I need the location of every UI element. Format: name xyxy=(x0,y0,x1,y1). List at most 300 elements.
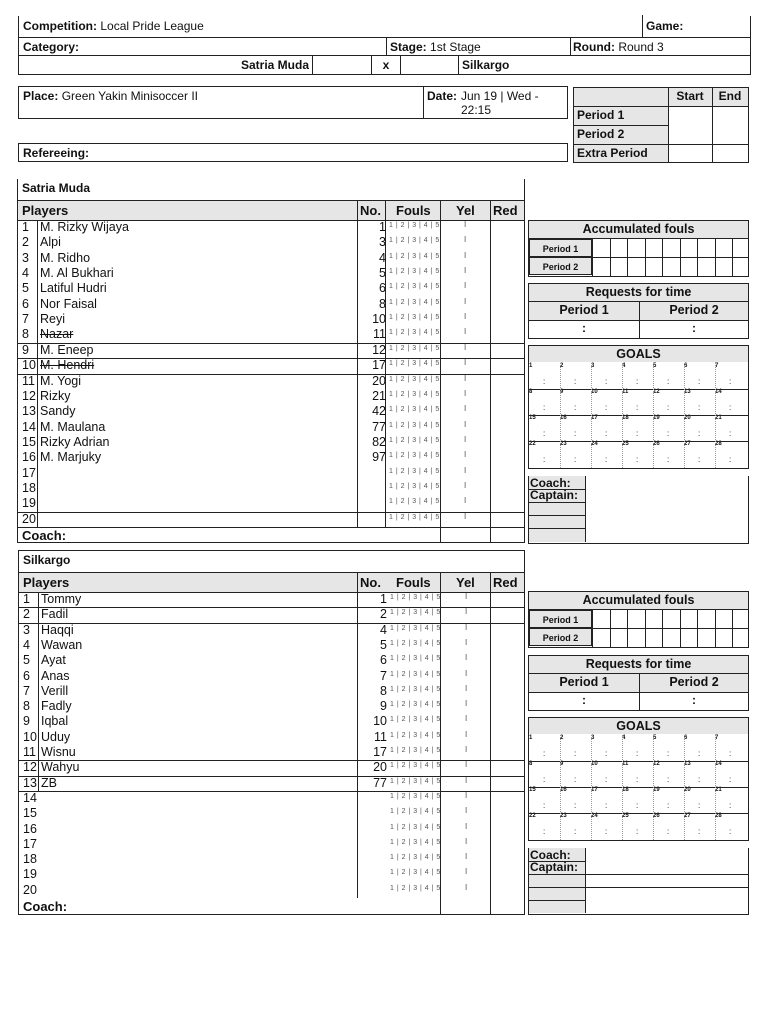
yellow-card-mark[interactable]: I xyxy=(464,281,467,291)
yellow-card-mark[interactable]: I xyxy=(464,465,467,475)
fouls-marks[interactable]: 1 | 2 | 3 | 4 | 5 xyxy=(390,854,441,862)
fouls-marks[interactable]: 1 | 2 | 3 | 4 | 5 xyxy=(390,670,441,678)
fouls-marks[interactable]: 1 | 2 | 3 | 4 | 5 xyxy=(389,467,440,475)
player-name[interactable]: M. Maulana xyxy=(40,419,106,434)
fouls-marks[interactable]: 1 | 2 | 3 | 4 | 5 xyxy=(390,655,441,663)
player-name[interactable]: Nor Faisal xyxy=(40,296,97,311)
goal-cell[interactable] xyxy=(560,787,591,813)
player-name[interactable]: M. Eneep xyxy=(40,342,94,357)
vs-label: x xyxy=(382,58,390,72)
req-period-2-time[interactable]: : xyxy=(692,321,696,335)
fouls-marks[interactable]: 1 | 2 | 3 | 4 | 5 xyxy=(389,252,440,260)
goal-time: : xyxy=(543,827,546,836)
row-number: 12 xyxy=(23,760,37,775)
goal-time: : xyxy=(574,455,577,464)
fouls-marks[interactable]: 1 | 2 | 3 | 4 | 5 xyxy=(390,762,441,770)
player-name[interactable]: Anas xyxy=(41,668,70,683)
goal-time: : xyxy=(636,403,639,412)
yellow-card-mark[interactable]: I xyxy=(465,852,468,862)
player-name[interactable]: M. Al Bukhari xyxy=(40,266,114,281)
fouls-marks[interactable]: 1 | 2 | 3 | 4 | 5 xyxy=(390,609,441,617)
fouls-marks[interactable]: 1 | 2 | 3 | 4 | 5 xyxy=(389,452,440,460)
goal-number: 8 xyxy=(529,761,533,767)
player-name[interactable]: M. Marjuky xyxy=(40,450,102,465)
period-time-table xyxy=(573,87,749,163)
goal-time: : xyxy=(636,775,639,784)
fouls-marks[interactable]: 1 | 2 | 3 | 4 | 5 xyxy=(390,777,441,785)
yellow-card-mark[interactable]: I xyxy=(464,388,467,398)
goal-cell[interactable] xyxy=(560,363,591,389)
fouls-marks[interactable]: 1 | 2 | 3 | 4 | 5 xyxy=(389,237,440,245)
fouls-marks[interactable]: 1 | 2 | 3 | 4 | 5 xyxy=(389,406,440,414)
goal-cell[interactable] xyxy=(684,735,715,761)
goal-cell[interactable] xyxy=(715,415,746,441)
goal-cell[interactable] xyxy=(560,735,591,761)
player-name[interactable]: Latiful Hudri xyxy=(40,281,107,296)
yellow-card-mark[interactable]: I xyxy=(464,250,467,260)
goal-cell[interactable] xyxy=(560,813,591,839)
fouls-marks[interactable]: 1 | 2 | 3 | 4 | 5 xyxy=(389,314,440,322)
goal-cell[interactable] xyxy=(529,735,560,761)
yellow-card-mark[interactable]: I xyxy=(465,668,468,678)
goal-cell[interactable] xyxy=(715,441,746,467)
yellow-card-mark[interactable]: I xyxy=(464,327,467,337)
team1-requests-for-time xyxy=(528,283,749,339)
yellow-card-mark[interactable]: I xyxy=(464,312,467,322)
side-captain-label: Captain: xyxy=(530,488,578,502)
period-2-label: Period 2 xyxy=(577,127,625,141)
yellow-card-mark[interactable]: I xyxy=(464,480,467,490)
fouls-marks[interactable]: 1 | 2 | 3 | 4 | 5 xyxy=(390,731,441,739)
fouls-marks[interactable]: 1 | 2 | 3 | 4 | 5 xyxy=(390,792,441,800)
player-name[interactable]: Rizky Adrian xyxy=(40,434,110,449)
fouls-marks[interactable]: 1 | 2 | 3 | 4 | 5 xyxy=(389,436,440,444)
goal-time: : xyxy=(729,827,732,836)
yellow-card-mark[interactable]: I xyxy=(464,358,467,368)
player-name[interactable]: M. Ridho xyxy=(40,250,91,265)
goal-number: 24 xyxy=(591,441,598,447)
fouls-marks[interactable]: 1 | 2 | 3 | 4 | 5 xyxy=(389,298,440,306)
player-name[interactable]: Reyi xyxy=(40,312,66,327)
player-row xyxy=(19,684,524,699)
team2-accumulated-fouls xyxy=(528,591,749,648)
fouls-marks[interactable]: 1 | 2 | 3 | 4 | 5 xyxy=(389,283,440,291)
req-period-2-label-2: Period 2 xyxy=(669,675,719,689)
player-row xyxy=(18,358,524,373)
goal-number: 12 xyxy=(653,389,660,395)
goal-time: : xyxy=(543,775,546,784)
player-number: 11 xyxy=(373,327,386,342)
date-value: Jun 19 | Wed - 22:15 xyxy=(461,89,539,117)
row-number: 12 xyxy=(22,388,36,403)
team2-side-panel xyxy=(528,591,749,915)
req-period-2-time-2[interactable]: : xyxy=(692,693,696,707)
goal-cell[interactable] xyxy=(653,415,684,441)
player-name[interactable]: M. Hendri xyxy=(40,358,95,373)
yellow-card-mark[interactable]: I xyxy=(464,373,467,383)
team1-side-panel xyxy=(528,220,749,544)
goal-time: : xyxy=(667,455,670,464)
goal-number: 3 xyxy=(591,735,595,741)
yellow-card-mark[interactable]: I xyxy=(464,404,467,414)
yellow-card-mark[interactable]: I xyxy=(464,434,467,444)
player-row xyxy=(18,297,524,312)
fouls-marks[interactable]: 1 | 2 | 3 | 4 | 5 xyxy=(390,808,441,816)
goal-cell[interactable] xyxy=(591,761,622,787)
fouls-marks[interactable]: 1 | 2 | 3 | 4 | 5 xyxy=(389,360,440,368)
player-number: 17 xyxy=(373,745,387,759)
goal-cell[interactable] xyxy=(529,363,560,389)
competition-value: Local Pride League xyxy=(100,19,204,33)
goal-number: 15 xyxy=(529,787,536,793)
yellow-card-mark[interactable]: I xyxy=(465,699,468,709)
player-row xyxy=(19,791,524,806)
goal-cell[interactable] xyxy=(653,389,684,415)
goal-time: : xyxy=(636,455,639,464)
fouls-marks[interactable]: 1 | 2 | 3 | 4 | 5 xyxy=(389,222,440,229)
player-row xyxy=(18,281,524,296)
player-number: 4 xyxy=(380,622,387,637)
player-row xyxy=(18,312,524,327)
yellow-card-mark[interactable]: I xyxy=(465,714,468,724)
player-row xyxy=(18,404,524,419)
goal-cell[interactable] xyxy=(653,363,684,389)
goal-cell[interactable] xyxy=(591,813,622,839)
player-number: 21 xyxy=(372,388,386,403)
goal-cell[interactable] xyxy=(622,787,653,813)
goal-time: : xyxy=(574,403,577,412)
goal-cell[interactable] xyxy=(653,735,684,761)
player-row xyxy=(18,235,524,250)
fouls-marks[interactable]: 1 | 2 | 3 | 4 | 5 xyxy=(389,375,440,383)
no-header: No. xyxy=(360,203,381,218)
goal-cell[interactable] xyxy=(622,363,653,389)
player-number: 5 xyxy=(380,637,387,652)
goal-cell[interactable] xyxy=(684,363,715,389)
goal-time: : xyxy=(574,801,577,810)
goal-time: : xyxy=(605,455,608,464)
row-number: 3 xyxy=(22,250,29,265)
yellow-card-mark[interactable]: I xyxy=(464,496,467,506)
row-number: 2 xyxy=(22,235,29,250)
fouls-marks[interactable]: 1 | 2 | 3 | 4 | 5 xyxy=(389,344,440,352)
goal-cell[interactable] xyxy=(591,389,622,415)
player-name[interactable]: Fadly xyxy=(41,699,72,714)
player-number: 10 xyxy=(372,312,386,327)
player-row xyxy=(18,343,524,358)
goal-number: 1 xyxy=(529,735,533,741)
goal-cell[interactable] xyxy=(684,761,715,787)
goal-time: : xyxy=(636,377,639,386)
fouls-marks[interactable]: 1 | 2 | 3 | 4 | 5 xyxy=(390,685,441,693)
yellow-card-mark[interactable]: I xyxy=(465,745,468,754)
row-number: 17 xyxy=(22,465,36,480)
yellow-card-mark[interactable]: I xyxy=(464,220,467,229)
player-name[interactable]: Nazar xyxy=(40,327,74,342)
player-name[interactable]: M. Yogi xyxy=(40,373,82,388)
yellow-card-mark[interactable]: I xyxy=(464,296,467,306)
player-number: 11 xyxy=(374,729,387,744)
yellow-card-mark[interactable]: I xyxy=(465,790,468,800)
goal-cell[interactable] xyxy=(529,787,560,813)
goal-cell[interactable] xyxy=(715,787,746,813)
yellow-card-mark[interactable]: I xyxy=(465,637,468,647)
row-number: 15 xyxy=(23,806,37,821)
player-row xyxy=(19,592,524,607)
goal-cell[interactable] xyxy=(622,813,653,839)
goal-number: 13 xyxy=(684,761,691,767)
goal-cell[interactable] xyxy=(653,813,684,839)
goal-time: : xyxy=(636,827,639,836)
row-number: 18 xyxy=(23,852,37,867)
yellow-card-mark[interactable]: I xyxy=(464,266,467,276)
fouls-marks[interactable]: 1 | 2 | 3 | 4 | 5 xyxy=(390,594,441,601)
player-name[interactable]: Alpi xyxy=(40,235,61,250)
goal-number: 11 xyxy=(622,389,629,395)
player-row xyxy=(19,699,524,714)
yel-header-2: Yel xyxy=(456,575,475,590)
player-name[interactable]: M. Rizky Wijaya xyxy=(40,220,129,234)
goal-number: 28 xyxy=(715,441,722,447)
goal-number: 18 xyxy=(622,787,629,793)
goal-number: 27 xyxy=(684,441,691,447)
yellow-card-mark[interactable]: I xyxy=(465,729,468,739)
place-date-box xyxy=(18,86,568,119)
goal-time: : xyxy=(698,429,701,438)
goal-cell[interactable] xyxy=(591,787,622,813)
goal-number: 16 xyxy=(560,415,567,421)
player-number: 20 xyxy=(373,760,387,775)
player-name[interactable]: Fadil xyxy=(41,607,69,622)
player-name[interactable]: Sandy xyxy=(40,404,76,419)
team2-goals xyxy=(528,717,749,841)
goal-cell[interactable] xyxy=(684,441,715,467)
goal-cell[interactable] xyxy=(529,813,560,839)
fouls-marks[interactable]: 1 | 2 | 3 | 4 | 5 xyxy=(389,513,440,521)
goal-cell[interactable] xyxy=(684,813,715,839)
goal-cell[interactable] xyxy=(560,415,591,441)
goal-time: : xyxy=(729,749,732,758)
yel-header: Yel xyxy=(456,203,475,218)
player-row xyxy=(18,266,524,281)
goal-cell[interactable] xyxy=(591,415,622,441)
fouls-marks[interactable]: 1 | 2 | 3 | 4 | 5 xyxy=(390,823,441,831)
row-number: 8 xyxy=(23,699,30,714)
row-number: 6 xyxy=(22,296,29,311)
side-captain-label-2: Captain: xyxy=(530,860,578,874)
player-row xyxy=(19,730,524,745)
goal-time: : xyxy=(543,801,546,810)
player-name[interactable]: Wahyu xyxy=(41,760,80,775)
goal-cell[interactable] xyxy=(529,761,560,787)
req-period-1-time-2[interactable]: : xyxy=(582,693,586,707)
fouls-marks[interactable]: 1 | 2 | 3 | 4 | 5 xyxy=(389,329,440,337)
player-name[interactable]: Wisnu xyxy=(41,745,76,759)
player-name[interactable]: Wawan xyxy=(41,637,83,652)
fouls-marks[interactable]: 1 | 2 | 3 | 4 | 5 xyxy=(390,884,441,892)
fouls-marks[interactable]: 1 | 2 | 3 | 4 | 5 xyxy=(389,482,440,490)
game-label: Game: xyxy=(646,19,684,33)
team1-title: Satria Muda xyxy=(22,181,91,195)
goal-cell[interactable] xyxy=(653,787,684,813)
goal-time: : xyxy=(636,801,639,810)
team2-coach-label: Coach: xyxy=(23,899,68,914)
fouls-marks[interactable]: 1 | 2 | 3 | 4 | 5 xyxy=(390,838,441,846)
player-name[interactable]: Uduy xyxy=(41,729,71,744)
goal-cell[interactable] xyxy=(529,389,560,415)
yellow-card-mark[interactable]: I xyxy=(465,775,468,785)
req-period-1-time[interactable]: : xyxy=(582,321,586,335)
player-row xyxy=(18,481,524,496)
goal-number: 4 xyxy=(622,363,626,369)
goal-cell[interactable] xyxy=(622,441,653,467)
goal-cell[interactable] xyxy=(591,441,622,467)
away-team-name: Silkargo xyxy=(462,58,510,72)
player-row xyxy=(18,374,524,389)
yellow-card-mark[interactable]: I xyxy=(465,607,468,617)
yellow-card-mark[interactable]: I xyxy=(465,867,468,877)
goal-number: 27 xyxy=(684,813,691,819)
row-number: 13 xyxy=(23,775,37,790)
team1-goals xyxy=(528,345,749,469)
yellow-card-mark[interactable]: I xyxy=(464,450,467,460)
goal-number: 2 xyxy=(560,363,564,369)
player-name[interactable]: Rizky xyxy=(40,388,71,403)
fouls-marks[interactable]: 1 | 2 | 3 | 4 | 5 xyxy=(390,869,441,877)
goal-cell[interactable] xyxy=(622,389,653,415)
goal-cell[interactable] xyxy=(684,787,715,813)
goal-time: : xyxy=(698,827,701,836)
player-name[interactable]: ZB xyxy=(41,775,57,790)
red-header: Red xyxy=(493,203,518,218)
goal-time: : xyxy=(574,429,577,438)
row-number: 20 xyxy=(23,882,37,897)
player-name[interactable]: Iqbal xyxy=(41,714,69,729)
goal-cell[interactable] xyxy=(591,363,622,389)
player-number: 8 xyxy=(380,683,387,698)
fouls-marks[interactable]: 1 | 2 | 3 | 4 | 5 xyxy=(390,747,441,754)
goal-cell[interactable] xyxy=(591,735,622,761)
player-row xyxy=(19,760,524,775)
goal-cell[interactable] xyxy=(684,389,715,415)
goal-time: : xyxy=(667,749,670,758)
fouls-marks[interactable]: 1 | 2 | 3 | 4 | 5 xyxy=(389,390,440,398)
goal-time: : xyxy=(605,429,608,438)
player-name[interactable]: Verill xyxy=(41,683,69,698)
yellow-card-mark[interactable]: I xyxy=(465,622,468,632)
goal-time: : xyxy=(729,377,732,386)
yellow-card-mark[interactable]: I xyxy=(464,419,467,429)
player-row xyxy=(18,450,524,465)
place-label: Place: xyxy=(23,89,59,103)
goal-cell[interactable] xyxy=(715,363,746,389)
yellow-card-mark[interactable]: I xyxy=(465,882,468,892)
date-label: Date: xyxy=(427,89,458,103)
yellow-card-mark[interactable]: I xyxy=(465,806,468,816)
goal-number: 4 xyxy=(622,735,626,741)
fouls-marks[interactable]: 1 | 2 | 3 | 4 | 5 xyxy=(390,624,441,632)
fouls-marks[interactable]: 1 | 2 | 3 | 4 | 5 xyxy=(389,421,440,429)
extra-period-label: Extra Period xyxy=(577,146,648,160)
goal-cell[interactable] xyxy=(560,389,591,415)
goal-time: : xyxy=(667,775,670,784)
fouls-marks[interactable]: 1 | 2 | 3 | 4 | 5 xyxy=(389,498,440,506)
goal-number: 21 xyxy=(715,415,722,421)
goal-number: 23 xyxy=(560,813,567,819)
goal-cell[interactable] xyxy=(715,389,746,415)
row-number: 11 xyxy=(22,373,35,388)
req-period-1-label: Period 1 xyxy=(559,303,609,317)
goal-number: 21 xyxy=(715,787,722,793)
player-name[interactable]: Tommy xyxy=(41,592,82,606)
yellow-card-mark[interactable]: I xyxy=(464,511,467,521)
goal-cell[interactable] xyxy=(622,735,653,761)
goal-time: : xyxy=(605,801,608,810)
goal-cell[interactable] xyxy=(715,761,746,787)
goal-cell[interactable] xyxy=(622,761,653,787)
acc-period-1-label: Period 1 xyxy=(529,239,592,257)
goal-cell[interactable] xyxy=(653,441,684,467)
red-header-2: Red xyxy=(493,575,518,590)
row-number: 16 xyxy=(22,450,36,465)
player-name[interactable]: Ayat xyxy=(41,653,66,668)
yellow-card-mark[interactable]: I xyxy=(465,836,468,846)
yellow-card-mark[interactable]: I xyxy=(465,592,468,601)
fouls-marks[interactable]: 1 | 2 | 3 | 4 | 5 xyxy=(390,639,441,647)
goal-number: 5 xyxy=(653,363,657,369)
goal-cell[interactable] xyxy=(560,761,591,787)
goal-cell[interactable] xyxy=(684,415,715,441)
goal-number: 3 xyxy=(591,363,595,369)
yellow-card-mark[interactable]: I xyxy=(465,760,468,770)
row-number: 7 xyxy=(22,312,29,327)
player-name[interactable]: Haqqi xyxy=(41,622,74,637)
player-number: 20 xyxy=(372,373,386,388)
goal-number: 12 xyxy=(653,761,660,767)
player-row xyxy=(18,420,524,435)
goal-number: 20 xyxy=(684,415,691,421)
goal-number: 6 xyxy=(684,363,688,369)
goal-time: : xyxy=(729,455,732,464)
goal-cell[interactable] xyxy=(622,415,653,441)
row-number: 2 xyxy=(23,607,30,622)
team2-sheet xyxy=(18,550,525,915)
side-coach-label-2: Coach: xyxy=(530,848,571,862)
fouls-header-2: Fouls xyxy=(396,575,431,590)
yellow-card-mark[interactable]: I xyxy=(465,821,468,831)
round-value: Round 3 xyxy=(618,40,664,54)
goal-number: 18 xyxy=(622,415,629,421)
goal-cell[interactable] xyxy=(715,735,746,761)
goal-cell[interactable] xyxy=(529,415,560,441)
goal-cell[interactable] xyxy=(529,441,560,467)
fouls-marks[interactable]: 1 | 2 | 3 | 4 | 5 xyxy=(390,701,441,709)
yellow-card-mark[interactable]: I xyxy=(464,342,467,352)
goal-cell[interactable] xyxy=(653,761,684,787)
yellow-card-mark[interactable]: I xyxy=(464,235,467,245)
yellow-card-mark[interactable]: I xyxy=(465,653,468,663)
yellow-card-mark[interactable]: I xyxy=(465,683,468,693)
row-number: 13 xyxy=(22,404,36,419)
goal-number: 19 xyxy=(653,415,660,421)
fouls-marks[interactable]: 1 | 2 | 3 | 4 | 5 xyxy=(389,268,440,276)
goal-cell[interactable] xyxy=(715,813,746,839)
fouls-marks[interactable]: 1 | 2 | 3 | 4 | 5 xyxy=(390,716,441,724)
player-number: 10 xyxy=(373,714,387,729)
goal-cell[interactable] xyxy=(560,441,591,467)
goals-title-2: GOALS xyxy=(529,718,748,734)
requests-title: Requests for time xyxy=(529,284,748,301)
